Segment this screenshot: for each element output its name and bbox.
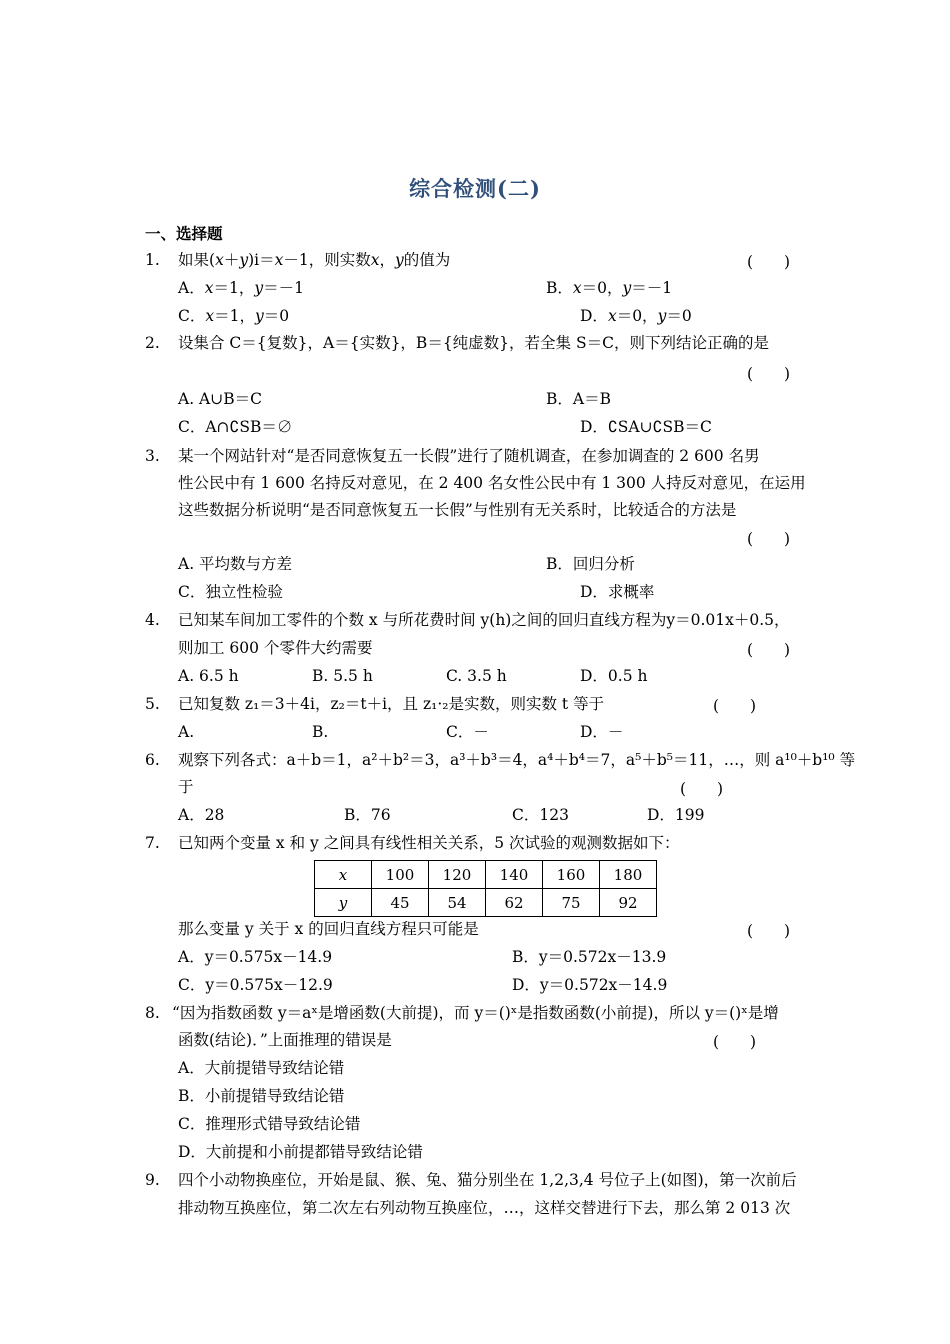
- q3-number: 3.: [145, 447, 160, 465]
- q7-option-a: A．y＝0.575x－14.9: [178, 948, 333, 966]
- table-cell: 75: [543, 889, 600, 917]
- q9-stem-line1: 四个小动物换座位，开始是鼠、猴、兔、猫分别坐在 1,2,3,4 号位子上(如图)，第一次前后: [178, 1171, 797, 1189]
- table-cell: 62: [486, 889, 543, 917]
- q8-number: 8.: [145, 1004, 160, 1022]
- q8-option-a: A．大前提错导致结论错: [178, 1059, 345, 1077]
- q5-number: 5.: [145, 695, 160, 713]
- q4-option-a: A. 6.5 h: [178, 667, 239, 685]
- section-heading: 一、选择题: [145, 224, 223, 243]
- q5-option-b: B.: [312, 723, 329, 741]
- q8-option-d: D．大前提和小前提都错导致结论错: [178, 1143, 423, 1161]
- q4-stem-line2: 则加工 600 个零件大约需要: [178, 639, 373, 657]
- q6-option-d: D．199: [647, 806, 705, 824]
- q7-stem: 已知两个变量 x 和 y 之间具有线性相关关系，5 次试验的观测数据如下：: [178, 834, 680, 852]
- table-header-x: x: [315, 861, 372, 889]
- table-row-y: [315, 889, 657, 917]
- q7-answer-paren: ( ): [747, 922, 791, 940]
- q8-stem-line2: 函数(结论)．”上面推理的错误是: [178, 1031, 392, 1049]
- q2-option-c: C．A∩∁SB＝∅: [178, 418, 293, 436]
- q3-stem-line3: 这些数据分析说明“是否同意恢复五一长假”与性别有无关系时，比较适合的方法是: [178, 501, 737, 519]
- q7-option-c: C．y＝0.575x－12.9: [178, 976, 333, 994]
- q6-number: 6.: [145, 751, 160, 769]
- table-cell: 54: [429, 889, 486, 917]
- table-cell: 120: [429, 861, 486, 889]
- q1-option-b: B．x＝0，y＝－1: [546, 279, 673, 297]
- q2-option-b: B．A＝B: [546, 390, 611, 408]
- q6-answer-paren: ( ): [680, 780, 724, 798]
- q7-data-table: [314, 860, 657, 917]
- table-cell: 160: [543, 861, 600, 889]
- q3-option-a: A. 平均数与方差: [178, 555, 293, 573]
- q8-answer-paren: ( ): [713, 1033, 757, 1051]
- q2-option-d: D．∁SA∪∁SB＝C: [580, 418, 712, 436]
- q8-option-b: B．小前提错导致结论错: [178, 1087, 345, 1105]
- q3-stem-line1: 某一个网站针对“是否同意恢复五一长假”进行了随机调查，在参加调查的 2 600 名男: [178, 447, 760, 465]
- q6-option-a: A．28: [178, 806, 225, 824]
- q9-stem-line2: 排动物互换座位，第二次左右列动物互换座位，…，这样交替进行下去，那么第 2 013 次: [178, 1199, 791, 1217]
- table-cell: 100: [372, 861, 429, 889]
- q1-option-c: C．x＝1，y＝0: [178, 307, 290, 325]
- q7-number: 7.: [145, 834, 160, 852]
- q6-stem-line1: 观察下列各式：a＋b＝1，a²＋b²＝3，a³＋b³＝4，a⁴＋b⁴＝7，a⁵＋b⁵＝11，…，则 a¹⁰＋b¹⁰ 等: [178, 751, 856, 769]
- q1-option-a: A．x＝1，y＝－1: [178, 279, 304, 297]
- table-row-x: [315, 861, 657, 889]
- q2-answer-paren: ( ): [747, 365, 791, 383]
- q5-option-d: D．－: [580, 723, 624, 741]
- q1-option-d: D．x＝0，y＝0: [580, 307, 692, 325]
- page-title: 综合检测(二): [409, 176, 541, 201]
- q4-number: 4.: [145, 611, 160, 629]
- q4-option-d: D．0.5 h: [580, 667, 648, 685]
- q6-option-b: B．76: [344, 806, 391, 824]
- q8-stem-line1: “因为指数函数 y＝aˣ是增函数(大前提)，而 y＝()ˣ是指数函数(小前提)，所以 y＝()ˣ是增: [172, 1004, 779, 1022]
- table-header-y: y: [315, 889, 372, 917]
- q6-option-c: C．123: [512, 806, 569, 824]
- q1-answer-paren: ( ): [747, 253, 791, 271]
- q4-option-c: C. 3.5 h: [446, 667, 507, 685]
- table-cell: 92: [600, 889, 657, 917]
- q9-number: 9.: [145, 1171, 160, 1189]
- q5-stem: 已知复数 z₁＝3＋4i，z₂＝t＋i，且 z₁·₂是实数，则实数 t 等于: [178, 695, 605, 713]
- q2-stem: 设集合 C＝{复数}，A＝{实数}，B＝{纯虚数}，若全集 S＝C，则下列结论正确的是: [178, 334, 769, 352]
- q3-option-b: B．回归分析: [546, 555, 635, 573]
- q3-answer-paren: ( ): [747, 530, 791, 548]
- q4-stem-line1: 已知某车间加工零件的个数 x 与所花费时间 y(h)之间的回归直线方程为y＝0.01x＋0.5，: [178, 611, 790, 629]
- table-cell: 45: [372, 889, 429, 917]
- q1-number: 1.: [145, 251, 160, 269]
- q5-answer-paren: ( ): [713, 697, 757, 715]
- q2-number: 2.: [145, 334, 160, 352]
- q5-option-a: A.: [178, 723, 195, 741]
- q2-option-a: A. A∪B＝C: [178, 390, 262, 408]
- q8-option-c: C．推理形式错导致结论错: [178, 1115, 361, 1133]
- q7-option-b: B．y＝0.572x－13.9: [512, 948, 667, 966]
- table-cell: 180: [600, 861, 657, 889]
- q1-stem: 如果(x＋y)i＝x－1，则实数x，y的值为: [178, 251, 451, 269]
- q3-stem-line2: 性公民中有 1 600 名持反对意见，在 2 400 名女性公民中有 1 300 人持反对意见，在运用: [178, 474, 806, 492]
- q3-option-c: C．独立性检验: [178, 583, 283, 601]
- q3-option-d: D．求概率: [580, 583, 655, 601]
- q4-option-b: B. 5.5 h: [312, 667, 373, 685]
- q7-option-d: D．y＝0.572x－14.9: [512, 976, 668, 994]
- q4-answer-paren: ( ): [747, 641, 791, 659]
- q6-stem-line2: 于: [178, 778, 194, 796]
- table-cell: 140: [486, 861, 543, 889]
- q5-option-c: C．－: [446, 723, 489, 741]
- q7-stem-line2: 那么变量 y 关于 x 的回归直线方程只可能是: [178, 920, 479, 938]
